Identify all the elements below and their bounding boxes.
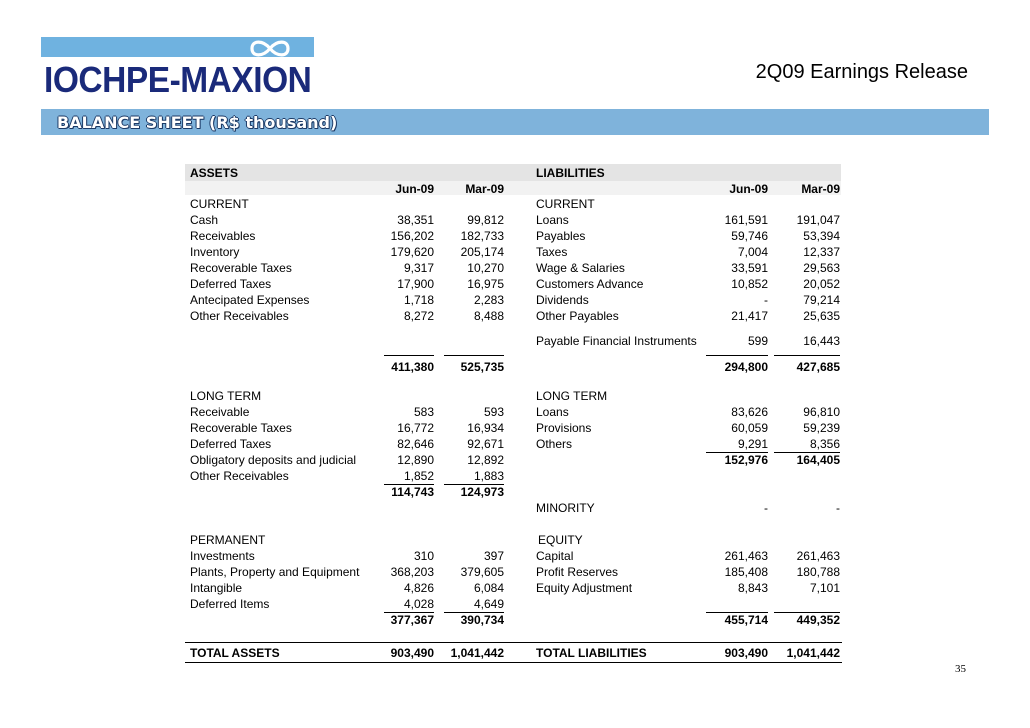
table-header-band (185, 164, 841, 181)
assets-current-total-mar: 525,735 (460, 360, 504, 374)
totals-top-rule (185, 642, 842, 643)
liabilities-longterm-total-mar: 164,405 (796, 453, 840, 467)
assets-current-row-mar: 16,975 (467, 277, 504, 291)
assets-longterm-row-jun: 12,890 (397, 453, 434, 467)
assets-current-row-label: Inventory (190, 245, 240, 259)
liabilities-longterm-heading: LONG TERM (536, 389, 608, 403)
assets-current-row-label: Deferred Taxes (190, 277, 272, 291)
liabilities-current-row-mar: 53,394 (803, 229, 840, 243)
total-liabilities-mar: 1,041,442 (786, 646, 840, 660)
assets-longterm-row-jun: 1,852 (403, 469, 434, 483)
liabilities-longterm-row-label: Others (536, 437, 573, 451)
assets-current-row-jun: 38,351 (397, 213, 434, 227)
assets-longterm-row-mar: 16,934 (467, 421, 504, 435)
assets-current-row-mar: 99,812 (467, 213, 504, 227)
assets-permanent-total-jun: 377,367 (390, 613, 434, 627)
assets-current-row-jun: 17,900 (397, 277, 434, 291)
assets-longterm-row-label: Obligatory deposits and judicial (190, 453, 357, 467)
assets-longterm-row-label: Other Receivables (190, 469, 289, 483)
assets-current-row-label: Other Receivables (190, 309, 289, 323)
assets-current-row-jun: 156,202 (390, 229, 434, 243)
total-assets-mar: 1,041,442 (450, 646, 504, 660)
liabilities-current-row-mar: 20,052 (803, 277, 840, 291)
assets-col-mar: Mar-09 (465, 182, 504, 196)
liabilities-current-row-jun: 33,591 (731, 261, 768, 275)
assets-longterm-row-mar: 12,892 (467, 453, 504, 467)
total-liabilities-label: TOTAL LIABILITIES (536, 646, 647, 660)
liabilities-equity-heading: EQUITY (538, 533, 583, 547)
assets-current-row-mar: 182,733 (460, 229, 504, 243)
assets-heading: ASSETS (190, 166, 239, 180)
assets-longterm-heading: LONG TERM (190, 389, 262, 403)
liabilities-current-row-jun: - (764, 293, 768, 307)
release-title: 2Q09 Earnings Release (755, 61, 968, 83)
total-assets-jun: 903,490 (390, 646, 434, 660)
liabilities-current-row-mar: 79,214 (803, 293, 840, 307)
liabilities-longterm-row-jun: 9,291 (737, 437, 768, 451)
liabilities-equity-row-mar: 261,463 (796, 549, 840, 563)
liabilities-current-row-jun: 599 (747, 334, 768, 348)
liabilities-equity-row-jun: 261,463 (724, 549, 768, 563)
liabilities-current-row-jun: 59,746 (731, 229, 768, 243)
assets-longterm-row-jun: 583 (413, 405, 434, 419)
liabilities-current-row-mar: 12,337 (803, 245, 840, 259)
assets-current-row-jun: 1,718 (403, 293, 434, 307)
liabilities-current-row-label: Customers Advance (536, 277, 644, 291)
assets-permanent-row-jun: 368,203 (390, 565, 434, 579)
assets-longterm-row-jun: 16,772 (397, 421, 434, 435)
liabilities-minority-mar: - (836, 501, 840, 515)
assets-current-total-jun: 411,380 (391, 360, 434, 374)
assets-longterm-row-mar: 92,671 (467, 437, 504, 451)
company-logo: IOCHPE-MAXION (44, 59, 312, 100)
assets-longterm-row-mar: 1,883 (473, 469, 504, 483)
liabilities-current-row-jun: 21,417 (731, 309, 768, 323)
liabilities-longterm-row-mar: 59,239 (803, 421, 840, 435)
liabilities-longterm-row-mar: 8,356 (809, 437, 840, 451)
liabilities-longterm-row-mar: 96,810 (803, 405, 840, 419)
liabilities-col-mar: Mar-09 (801, 182, 840, 196)
liabilities-current-row-mar: 191,047 (796, 213, 840, 227)
infinity-icon (232, 38, 308, 59)
assets-longterm-row-mar: 593 (483, 405, 504, 419)
liabilities-current-row-mar: 16,443 (803, 334, 840, 348)
liabilities-current-row-label: Taxes (536, 245, 568, 259)
assets-current-row-label: Cash (190, 213, 219, 227)
assets-current-row-mar: 2,283 (473, 293, 504, 307)
liabilities-current-row-label: Payable Financial Instruments (536, 334, 697, 348)
liabilities-equity-row-mar: 7,101 (809, 581, 840, 595)
liabilities-equity-row-jun: 185,408 (724, 565, 768, 579)
assets-current-row-label: Recoverable Taxes (190, 261, 292, 275)
liabilities-current-row-label: Other Payables (536, 309, 619, 323)
assets-permanent-row-mar: 6,084 (473, 581, 504, 595)
liabilities-current-total-mar: 427,685 (796, 360, 840, 374)
assets-current-row-label: Receivables (190, 229, 256, 243)
liabilities-current-row-label: Wage & Salaries (536, 261, 625, 275)
liabilities-col-jun: Jun-09 (729, 182, 768, 196)
total-liabilities-jun: 903,490 (724, 646, 768, 660)
assets-current-row-jun: 9,317 (403, 261, 434, 275)
liabilities-equity-row-label: Profit Reserves (536, 565, 619, 579)
totals-bottom-rule (185, 662, 842, 663)
assets-current-heading: CURRENT (190, 197, 249, 211)
assets-permanent-row-jun: 4,028 (403, 597, 434, 611)
assets-current-row-jun: 179,620 (390, 245, 434, 259)
assets-longterm-row-label: Receivable (190, 405, 250, 419)
total-assets-label: TOTAL ASSETS (190, 646, 280, 660)
liabilities-minority-label: MINORITY (536, 501, 595, 515)
assets-longterm-total-mar: 124,973 (460, 485, 504, 499)
liabilities-current-row-label: Loans (536, 213, 569, 227)
liabilities-longterm-row-jun: 83,626 (731, 405, 768, 419)
assets-current-row-mar: 205,174 (460, 245, 504, 259)
assets-permanent-row-label: Deferred Items (190, 597, 270, 611)
liabilities-current-line-mar (774, 355, 840, 356)
assets-permanent-row-label: Intangible (190, 581, 243, 595)
assets-permanent-row-jun: 310 (413, 549, 434, 563)
liabilities-current-row-label: Dividends (536, 293, 589, 307)
assets-current-row-mar: 8,488 (473, 309, 504, 323)
assets-permanent-row-label: Investments (190, 549, 255, 563)
assets-current-row-jun: 8,272 (403, 309, 434, 323)
liabilities-equity-row-label: Capital (536, 549, 574, 563)
liabilities-current-total-jun: 294,800 (724, 360, 768, 374)
liabilities-heading: LIABILITIES (536, 166, 605, 180)
liabilities-current-line-jun (706, 355, 768, 356)
section-title: BALANCE SHEET (R$ thousand) (57, 113, 338, 132)
liabilities-longterm-row-label: Provisions (536, 421, 592, 435)
assets-current-line-jun (384, 355, 434, 356)
liabilities-longterm-row-jun: 60,059 (731, 421, 768, 435)
liabilities-current-row-jun: 161,591 (724, 213, 768, 227)
assets-longterm-row-label: Recoverable Taxes (190, 421, 292, 435)
liabilities-equity-row-label: Equity Adjustment (536, 581, 633, 595)
liabilities-current-row-mar: 25,635 (803, 309, 840, 323)
page-number: 35 (955, 663, 966, 675)
liabilities-equity-total-jun: 455,714 (724, 613, 768, 627)
assets-col-jun: Jun-09 (395, 182, 434, 196)
assets-longterm-total-jun: 114,743 (391, 485, 434, 499)
assets-permanent-row-mar: 4,649 (473, 597, 504, 611)
assets-permanent-row-label: Plants, Property and Equipment (190, 565, 360, 579)
liabilities-current-row-label: Payables (536, 229, 586, 243)
assets-longterm-row-jun: 82,646 (397, 437, 434, 451)
assets-current-row-mar: 10,270 (467, 261, 504, 275)
liabilities-equity-row-jun: 8,843 (737, 581, 768, 595)
liabilities-current-row-mar: 29,563 (803, 261, 840, 275)
assets-current-row-label: Antecipated Expenses (190, 293, 310, 307)
assets-current-line-mar (444, 355, 504, 356)
assets-permanent-heading: PERMANENT (190, 533, 266, 547)
assets-permanent-row-mar: 397 (483, 549, 504, 563)
liabilities-current-row-jun: 10,852 (731, 277, 768, 291)
assets-permanent-row-mar: 379,605 (460, 565, 504, 579)
assets-longterm-row-label: Deferred Taxes (190, 437, 272, 451)
liabilities-minority-jun: - (764, 501, 768, 515)
liabilities-current-heading: CURRENT (536, 197, 595, 211)
liabilities-longterm-row-label: Loans (536, 405, 569, 419)
liabilities-current-row-jun: 7,004 (737, 245, 768, 259)
liabilities-equity-total-mar: 449,352 (796, 613, 840, 627)
liabilities-equity-row-mar: 180,788 (796, 565, 840, 579)
liabilities-longterm-total-jun: 152,976 (724, 453, 768, 467)
assets-permanent-row-jun: 4,826 (403, 581, 434, 595)
assets-permanent-total-mar: 390,734 (460, 613, 504, 627)
